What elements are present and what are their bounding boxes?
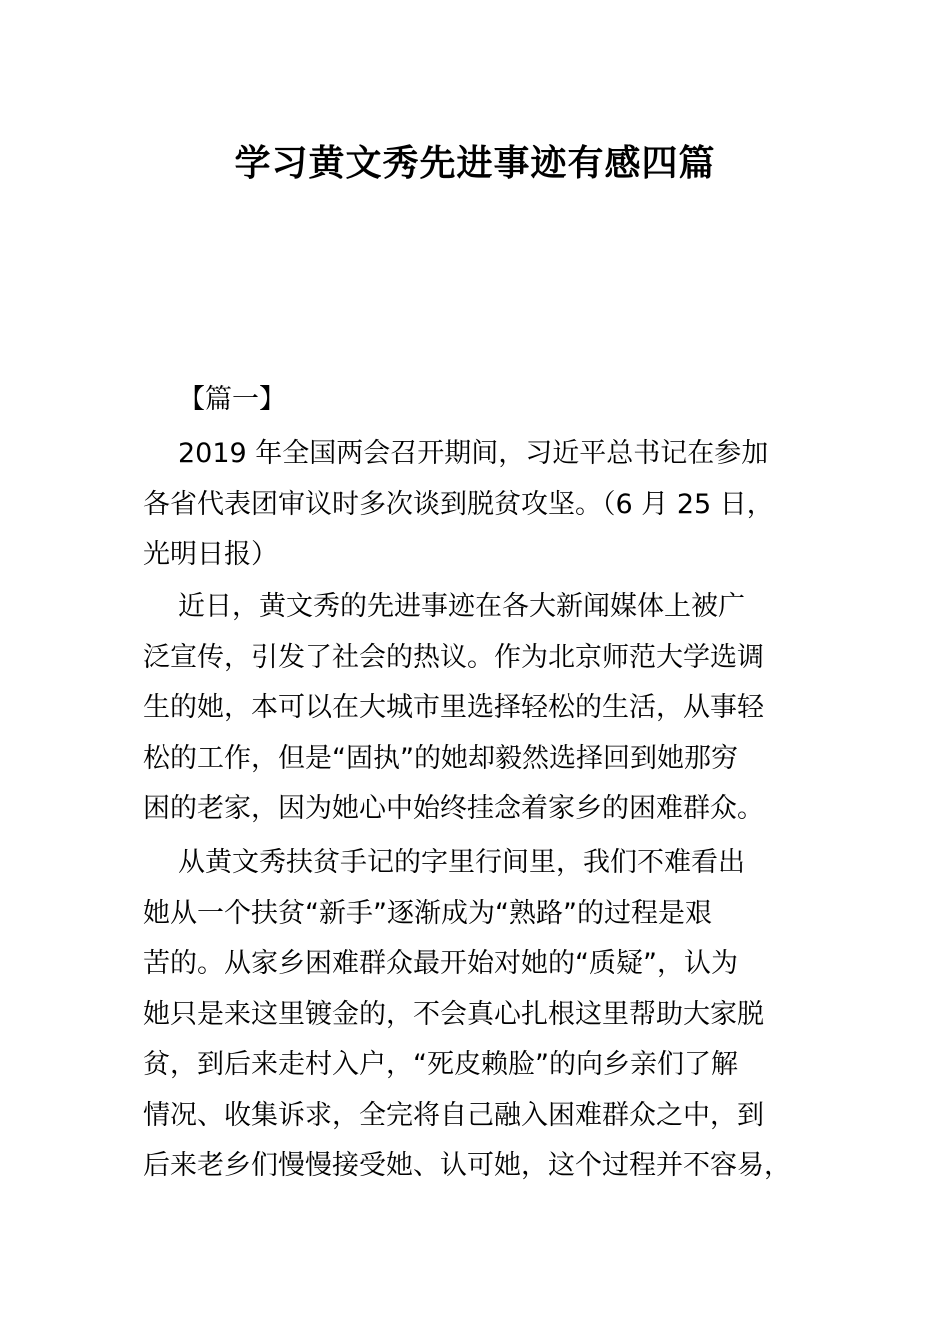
paragraph-3 (143, 838, 813, 1192)
paragraph-line: 生的她，本可以在大城市里选择轻松的生活，从事轻 (143, 692, 764, 723)
paragraph-line: 困的老家，因为她心中始终挂念着家乡的困难群众。 (143, 793, 764, 824)
paragraph-line: 从黄文秀扶贫手记的字里行间里，我们不难看出 (178, 847, 745, 878)
paragraph-line: 苦的。从家乡困难群众最开始对她的“质疑”，认为 (143, 948, 738, 979)
paragraph-line: 各省代表团审议时多次谈到脱贫攻坚。（6 月 25 日， (143, 488, 774, 520)
paragraph-line: 光明日报） (143, 539, 278, 570)
paragraph-line: 她只是来这里镀金的，不会真心扎根这里帮助大家脱 (143, 998, 764, 1030)
paragraph-line: 贫，到后来走村入户，“死皮赖脸”的向乡亲们了解 (143, 1049, 738, 1080)
section-label: 【篇一】 (178, 384, 286, 415)
paragraph-line: 近日，黄文秀的先进事迹在各大新闻媒体上被广 (178, 591, 745, 622)
paragraph-line: 2019 年全国两会召开期间，习近平总书记在参加 (178, 438, 769, 469)
paragraph-2 (143, 582, 813, 835)
document-title: 学习黄文秀先进事迹有感四篇 (234, 143, 716, 184)
paragraph-line: 松的工作，但是“固执”的她却毅然选择回到她那穷 (143, 742, 738, 774)
paragraph-line: 情况、收集诉求，全完将自己融入困难群众之中，到 (143, 1099, 764, 1131)
paragraph-line: 后来老乡们慢慢接受她、认可她，这个过程并不容易， (143, 1150, 791, 1181)
paragraph-line: 她从一个扶贫“新手”逐渐成为“熟路”的过程是艰 (143, 897, 712, 929)
paragraph-line: 泛宣传，引发了社会的热议。作为北京师范大学选调 (143, 641, 764, 673)
paragraph-1 (143, 429, 813, 581)
